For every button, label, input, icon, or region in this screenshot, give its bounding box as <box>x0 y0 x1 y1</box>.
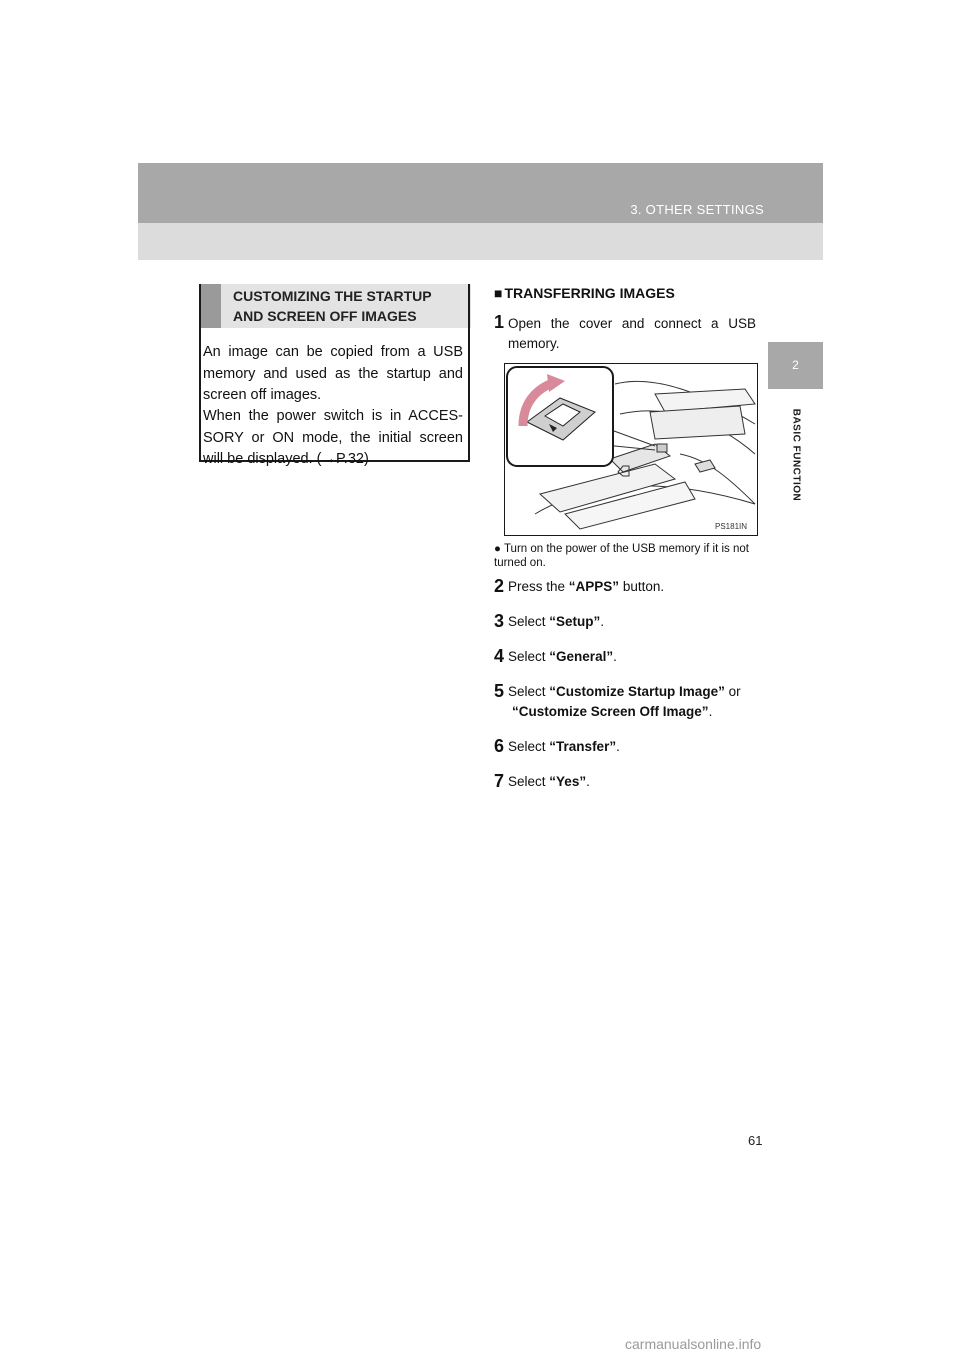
chapter-tab: 2 <box>768 342 823 389</box>
step-6-post: . <box>616 739 620 754</box>
step-4-pre: Select <box>508 649 550 664</box>
step-5 <box>494 681 741 722</box>
step-5-post: . <box>708 704 713 719</box>
step-7-pre: Select <box>508 774 550 789</box>
info-box-title-line2: AND SCREEN OFF IMAGES <box>233 308 417 324</box>
step-7 <box>494 771 590 792</box>
step-number: 6 <box>494 736 505 756</box>
info-box-paragraph-2 <box>203 406 463 471</box>
step-4-post: . <box>613 649 617 664</box>
info-box-title <box>233 286 465 326</box>
step-number: 2 <box>494 576 505 596</box>
note-text: Turn on the power of the USB memory if it is not turned on. <box>494 543 749 569</box>
info-box-title-line1: CUSTOMIZING THE STARTUP <box>233 288 432 304</box>
step-7-post: . <box>586 774 590 789</box>
page-number: 61 <box>748 1133 763 1148</box>
step-1 <box>494 312 766 354</box>
general-option-label: “General” <box>549 649 614 664</box>
usb-port-drawing <box>505 364 758 536</box>
step-number: 1 <box>494 312 505 332</box>
step-number: 7 <box>494 771 505 791</box>
transfer-option-label: “Transfer” <box>549 739 617 754</box>
info-box-paragraph-1: An image can be copied from a USB memory and used as the startup and screen off images. <box>203 344 463 403</box>
step-2 <box>494 576 664 597</box>
step-4 <box>494 646 617 667</box>
heading-marker-icon: ■ <box>494 285 503 301</box>
chapter-label-text: BASIC FUNCTION <box>790 408 801 502</box>
info-box-paragraph-2-close: ) <box>363 451 369 467</box>
step-5-line2 <box>494 702 741 722</box>
page-reference-link[interactable]: →P.32 <box>321 451 364 467</box>
step-number: 3 <box>494 611 505 631</box>
customize-startup-image-label: “Customize Startup Image” <box>549 684 725 699</box>
info-box-paragraph-2-text: When the power switch is in ACCES-SORY or ON mode, the initial screen will be displayed. ( <box>203 408 463 467</box>
setup-option-label: “Setup” <box>549 614 601 629</box>
note <box>494 542 766 570</box>
step-6 <box>494 736 620 757</box>
header-band-lower <box>138 223 823 260</box>
note-bullet-icon: ● <box>494 543 501 555</box>
chapter-label <box>768 395 823 515</box>
step-6-pre: Select <box>508 739 550 754</box>
step-1-text: Open the cover and connect a USB memory. <box>508 316 757 351</box>
step-5-pre: Select <box>508 684 550 699</box>
step-number: 5 <box>494 681 505 701</box>
customize-screen-off-image-label: “Customize Screen Off Image” <box>512 704 709 719</box>
watermark: carmanualsonline.info <box>625 1336 762 1352</box>
step-3-post: . <box>600 614 605 629</box>
procedure-heading <box>494 285 675 301</box>
yes-option-label: “Yes” <box>549 774 587 789</box>
procedure-heading-text: TRANSFERRING IMAGES <box>504 285 675 301</box>
step-number: 4 <box>494 646 505 666</box>
step-3-pre: Select <box>508 614 550 629</box>
apps-button-label: “APPS” <box>568 579 620 594</box>
step-3 <box>494 611 604 632</box>
step-2-pre: Press the <box>508 579 569 594</box>
usb-port-illustration <box>504 363 758 536</box>
step-2-post: button. <box>619 579 665 594</box>
illustration-code: PS181IN <box>715 522 748 531</box>
step-5-mid: or <box>724 684 741 699</box>
section-label: 3. OTHER SETTINGS <box>630 202 764 217</box>
